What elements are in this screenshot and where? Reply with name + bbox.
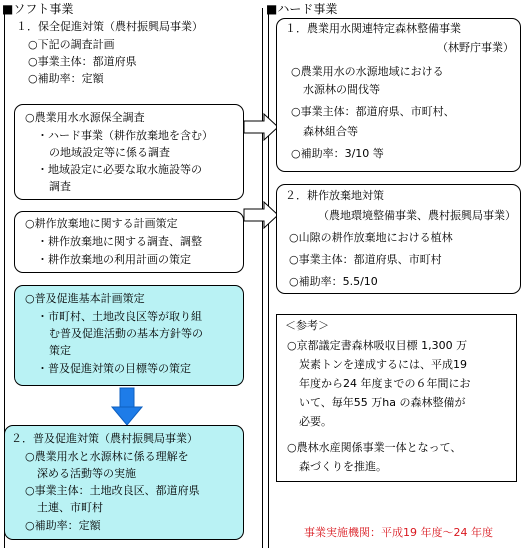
soft-box-4-line: む普及促進活動の基本方針等の: [49, 327, 203, 340]
soft-box-2-line: の地域設定等に係る調査: [49, 146, 170, 159]
reference-line: ○農林水産関係事業一体となって、: [287, 441, 462, 454]
hard-box-1-line: 水源林の間伐等: [303, 83, 380, 96]
soft-box-5-line: ○事業主体：土地改良区、都道府県: [25, 484, 200, 497]
soft-box-1-line: ○下記の調査計画: [28, 38, 115, 51]
down-arrow-icon: [112, 388, 142, 426]
reference-line: 森づくりを推進。: [299, 460, 387, 473]
soft-box-2: [14, 104, 244, 200]
reference-line: 炭素トンを達成するには、平成19: [299, 358, 467, 371]
soft-box-2-line: ・ハード事業（耕作放棄地を含む）: [37, 129, 213, 142]
hard-box-1-line: ○事業主体：都道府県、市町村、: [291, 105, 455, 118]
soft-box-4-line: ・普及促進対策の目標等の策定: [37, 362, 191, 375]
soft-box-4-line: ・市町村、土地改良区等が取り組: [37, 310, 202, 323]
reference-line: ○京都議定書森林吸収目標 1,300 万: [287, 339, 468, 352]
soft-box-1-line: ○事業主体：都道府県: [28, 55, 137, 68]
soft-box-5-title: ２．普及促進対策（農村振興局事業）: [11, 432, 198, 445]
soft-box-5-line: ○農業用水と水源林に係る理解を: [25, 450, 189, 463]
hard-box-2-line: ○補助率：5.5/10: [289, 275, 378, 288]
soft-box-4-line: 策定: [49, 344, 71, 357]
implementation-period: 事業実施機関：平成19 年度～24 年度: [304, 526, 493, 539]
soft-box-5-line: 土連、市町村: [37, 501, 103, 514]
hard-header: ■ハード事業: [266, 2, 338, 16]
reference-line: 年度から24 年度までの６年間にお: [299, 377, 471, 390]
soft-box-3-line: ・耕作放棄地の利用計画の策定: [37, 253, 191, 266]
soft-box-2-line: ○農業用水水源保全調査: [25, 111, 145, 124]
hard-bracket-line: [268, 14, 269, 548]
soft-box-5-line: 深める活動等の実施: [37, 467, 136, 480]
hard-box-1-title: １．農業用水関連特定森林整備事業: [285, 22, 461, 35]
soft-box-3-line: ・耕作放棄地に関する調査、調整: [37, 235, 202, 248]
soft-box-2-line: ・地域設定に必要な取水施設等の: [37, 163, 202, 176]
section-divider: [262, 8, 263, 548]
reference-line: いて、毎年55 万ha の森林整備が: [299, 396, 466, 409]
hard-box-1: [276, 18, 521, 172]
soft-box-4-line: ○普及促進基本計画策定: [25, 292, 145, 305]
soft-box-1-line: ○補助率：定額: [28, 72, 104, 85]
reference-title: ＜参考＞: [285, 319, 329, 332]
soft-box-1: [14, 18, 260, 90]
soft-box-4: [14, 285, 244, 386]
soft-header: ■ソフト事業: [2, 2, 74, 16]
reference-box: [276, 314, 517, 482]
reference-line: 必要。: [299, 415, 332, 428]
soft-box-3: [14, 211, 244, 273]
hard-box-2: [276, 184, 521, 294]
hard-box-2-line: ○事業主体：都道府県、市町村: [289, 253, 442, 266]
right-arrow-icon: [244, 113, 280, 141]
right-arrow-icon: [244, 201, 280, 229]
hard-box-1-agency: （林野庁事業）: [437, 41, 514, 54]
hard-box-1-line: 森林組合等: [303, 125, 358, 138]
soft-box-2-line: 調査: [49, 180, 71, 193]
soft-box-3-line: ○耕作放棄地に関する計画策定: [25, 217, 178, 230]
soft-box-1-title: １．保全促進対策（農村振興局事業）: [16, 20, 203, 33]
hard-box-1-line: ○補助率：3/10 等: [291, 147, 384, 160]
hard-box-2-agency: （農地環境整備事業、農村振興局事業）: [318, 209, 516, 222]
hard-box-2-line: ○山隙の耕作放棄地における植林: [289, 231, 453, 244]
soft-box-5-line: ○補助率：定額: [25, 519, 101, 532]
soft-box-5: [4, 425, 244, 540]
hard-box-1-line: ○農業用水の水源地域における: [291, 65, 444, 78]
hard-box-2-title: ２．耕作放棄地対策: [285, 189, 384, 202]
